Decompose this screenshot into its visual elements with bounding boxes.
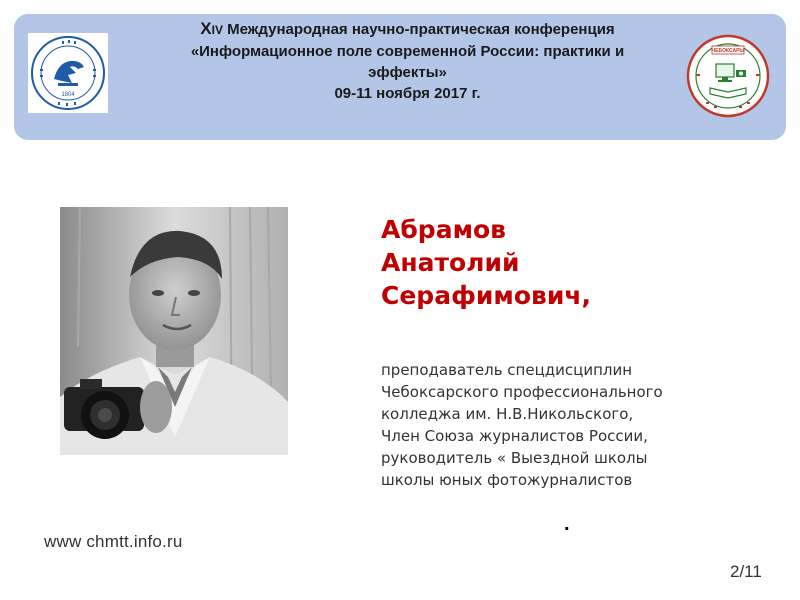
svg-text:ЧЕБОКСАРЫ: ЧЕБОКСАРЫ [711, 48, 745, 54]
portrait-photo [60, 207, 288, 455]
bio-line: школы юных фотожурналистов [381, 471, 633, 489]
kfu-logo [28, 33, 108, 113]
website-url[interactable]: www chmtt.info.ru [44, 532, 183, 551]
conference-title [135, 18, 680, 104]
conference-title-line2: «Информационное поле современной России: практики и [190, 43, 625, 60]
conference-title-line3: эффекты» [368, 64, 447, 81]
bio-line: Член Союза журналистов России, [381, 427, 648, 445]
svg-text:1804: 1804 [61, 92, 75, 98]
conference-dates: 09-11 ноября 2017 г. [334, 85, 481, 102]
trailing-dot: . [564, 513, 570, 535]
person-patronymic: Серафимович, [381, 281, 591, 310]
bio-line: колледжа им. Н.В.Никольского, [381, 405, 634, 423]
bio-line: Чебоксарского профессионального [381, 383, 663, 401]
person-bio [381, 359, 781, 491]
page-number: 2/11 [730, 562, 762, 581]
bio-line: преподаватель спецдисциплин [381, 361, 633, 379]
college-logo [686, 34, 770, 118]
person-first-name: Анатолий [381, 248, 520, 277]
person-name [381, 213, 761, 312]
conference-title-line1: XIV Международная научно-практическая конференция [200, 19, 615, 38]
bio-line: руководитель « Выездной школы [381, 449, 648, 467]
person-surname: Абрамов [381, 215, 506, 244]
